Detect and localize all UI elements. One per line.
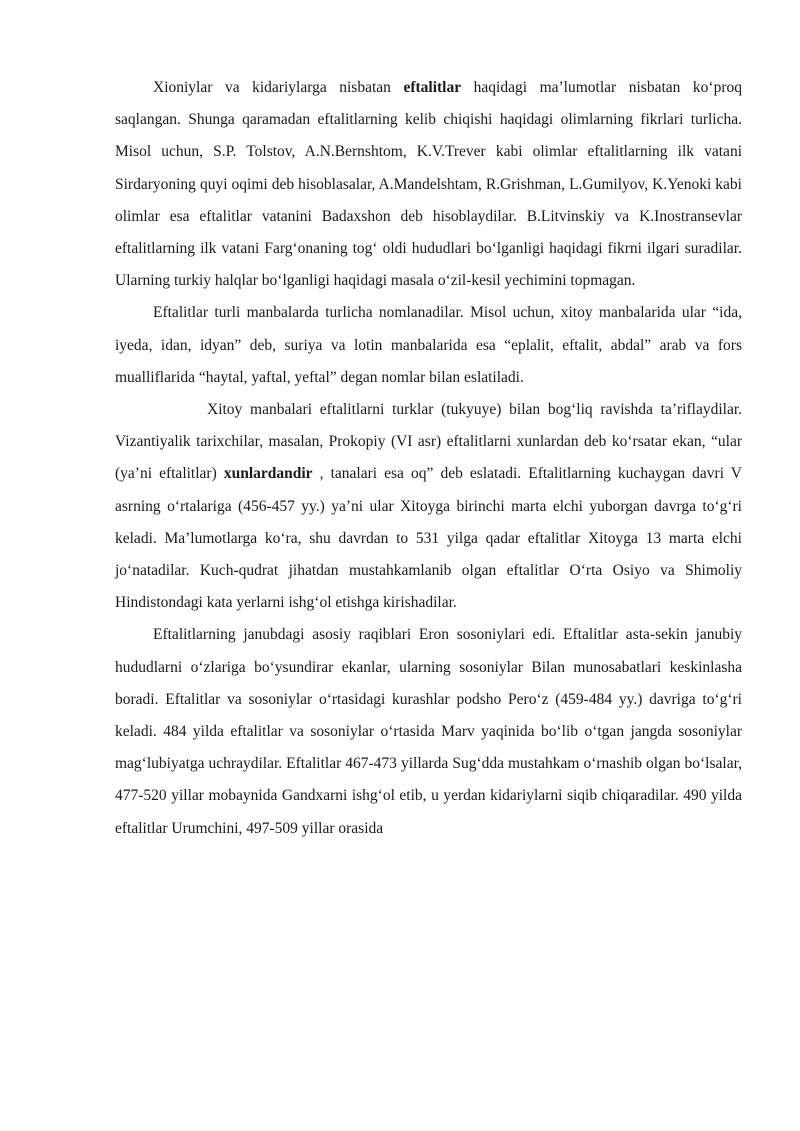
paragraph-text: , tanalari esa oq” deb eslatadi. Eftalitlarning kuchaygan davri V asrning o‘rtalariga (456-457 yy.) ya’ni ular Xitoyga birinchi marta elchi yuborgan davrga to‘g‘ri keladi. Ma’lumotlarga ko‘ra, shu davrdan to 531 yilga qadar eftalitlar Xitoyga 13 marta elchi jo‘natadilar. Kuch-qudrat jihatdan mustahkamlanib olgan eftalitlar O‘rta Osiyo va Shimoliy Hindistondagi kata yerlarni ishg‘ol etishga kirishadilar. xyxy=(115,465,742,612)
paragraph-chinese-sources xyxy=(115,394,742,619)
bold-term-xunlardandir: xunlardandir xyxy=(223,465,313,483)
paragraph-sasanian-conflict: Eftalitlarning janubdagi asosiy raqiblari Eron sosoniylari edi. Eftalitlar asta-sekin janubiy hududlarni o‘zlariga bo‘ysundirar ekanlar, ularning sosoniylar Bilan munosabatlari keskinlasha boradi. Eftalitlar va sosoniylar o‘rtasidagi kurashlar podsho Pero‘z (459-484 yy.) davriga to‘g‘ri keladi. 484 yilda eftalitlar va sosoniylar o‘rtasida Marv yaqinida bo‘lib o‘tgan jangda sosoniylar mag‘lubiyatga uchraydilar. Eftalitlar 467-473 yillarda Sug‘dda mustahkam o‘rnashib olgan bo‘lsalar, 477-520 yillar mobaynida Gandxarni ishg‘ol etib, u yerdan kidariylarni siqib chiqaradilar. 490 yilda eftalitlar Urumchini, 497-509 yillar orasida xyxy=(115,626,742,837)
paragraph-text: haqidagi ma’lumotlar nisbatan ko‘proq saqlangan. Shunga qaramadan eftalitlarning kelib chiqishi haqidagi olimlarning fikrlari turlicha. Misol uchun, S.P. Tolstov, A.N.Bernshtom, K.V.Trever kabi olimlar eftalitlarning ilk vatani Sirdaryoning quyi oqimi deb hisoblasalar, A.Mandelshtam, R.Grishman, L.Gumilyov, K.Yenoki kabi olimlar esa eftalitlar vatanini Badaxshon deb hisoblaydilar. B.Litvinskiy va K.Inostransevlar eftalitlarning ilk vatani Farg‘onaning tog‘ oldi hududlari bo‘lganligi haqidagi fikrni ilgari suradilar. Ularning turkiy halqlar bo‘lganligi haqidagi masala o‘zil-kesil yechimini topmagan. xyxy=(115,79,742,290)
paragraph-text: Xitoy manbalari eftalitlarni turklar (tukyuye) bilan bog‘liq ravishda ta’riflaydilar. Vizantiyalik tarixchilar, masalan, Prokopiy (VI asr) eftalitlarni xunlardan deb ko‘rsatar ekan, “ular (ya’ni eftalitlar) xyxy=(115,401,742,483)
paragraph-eftalitlar-names: Eftalitlar turli manbalarda turlicha nomlanadilar. Misol uchun, xitoy manbalarida ular “ida, iyeda, idan, idyan” deb, suriya va lotin manbalarida esa “eplalit, eftalit, abdal” arab va fors mualliflarida “haytal, yaftal, yeftal” degan nomlar bilan eslatiladi. xyxy=(115,304,742,386)
paragraph-text: Xioniylar va kidariylarga nisbatan xyxy=(153,79,404,96)
bold-term-eftalitlar: eftalitlar xyxy=(403,79,462,96)
paragraph-eftalitlar-origin xyxy=(115,72,742,297)
document-page xyxy=(115,72,742,845)
